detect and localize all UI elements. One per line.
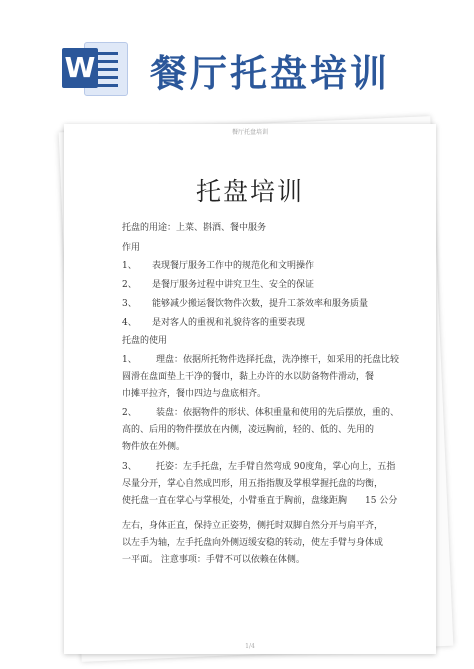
step-text-line: 一平面。 注意事项：手臂不可以依赖在体侧。 xyxy=(122,555,305,565)
role-text: 是对客人的重视和礼貌待客的重要表现 xyxy=(152,318,306,328)
banner-title: 餐厅托盘培训 xyxy=(150,52,390,95)
step-text-line: 尽量分开，掌心自然成凹形，用五指指腹及掌根掌握托盘的均衡， xyxy=(122,479,384,489)
role-text: 是餐厅服务过程中讲究卫生、安全的保证 xyxy=(152,280,315,290)
step-text-part: 度角，掌心向上，五指 xyxy=(305,462,396,472)
step-number: 2、 xyxy=(122,408,137,418)
step-text-line: 左右，身体正直，保持立正姿势，侧托时双脚自然分开与肩平齐， xyxy=(122,521,384,531)
step-text-line xyxy=(156,461,395,473)
word-icon-letter: W xyxy=(62,48,98,88)
step-text-line: 物件放在外侧。 xyxy=(122,442,186,452)
step-text-line: 装盘：依据物件的形状、体积重量和使用的先后摆放，重的、 xyxy=(156,408,400,418)
step-text-part: 公分 xyxy=(379,496,398,506)
role-text: 能够减少搬运餐饮物件次数，提升工茶效率和服务质量 xyxy=(152,299,369,309)
step-value: 15 xyxy=(365,496,377,506)
step-text-line: 高的、后用的物件摆放在内侧，凌远胸前，轻的、低的、先用的 xyxy=(122,425,375,435)
step-text-line xyxy=(122,495,397,507)
purpose-line: 托盘的用途：上菜、斟酒、餐中服务 xyxy=(122,223,267,233)
step-text-line: 以左手为轴，左手托盘向外侧迈缓安稳的转动，使左手臂与身体成 xyxy=(122,538,384,548)
usage-heading: 托盘的使用 xyxy=(122,336,168,346)
role-heading: 作用 xyxy=(122,243,141,253)
running-head: 餐厅托盘培训 xyxy=(231,129,268,136)
step-text-line: 理盘：依据所托物件选择托盘，洗净擦干，如采用的托盘比较 xyxy=(156,355,400,365)
step-value: 90 xyxy=(293,462,306,472)
step-number: 3、 xyxy=(122,462,137,472)
document-page xyxy=(64,124,436,654)
step-text-line: 圆滑在盘面垫上干净的餐巾，黏上办许的水以防备物件滑动，餐 xyxy=(122,372,375,382)
word-document-icon xyxy=(62,40,128,96)
role-number: 2、 xyxy=(122,280,137,290)
role-text: 表现餐厅服务工作中的规范化和文明操作 xyxy=(152,261,315,271)
page-number: 1/4 xyxy=(245,643,255,650)
banner xyxy=(0,0,474,120)
step-text-part: 托姿：左手托盘，左手臂自然弯成 xyxy=(156,462,292,472)
step-text-line: 巾摊平拉齐，餐巾四边与盘底相齐。 xyxy=(122,389,267,399)
document-title: 托盘培训 xyxy=(195,177,304,206)
role-number: 4、 xyxy=(122,318,137,328)
role-number: 1、 xyxy=(122,261,137,271)
step-text-part: 使托盘一直在掌心与掌根处，小臂垂直于胸前，盘缘距胸 xyxy=(122,496,348,506)
step-number: 1、 xyxy=(122,355,137,365)
role-number: 3、 xyxy=(122,299,137,309)
